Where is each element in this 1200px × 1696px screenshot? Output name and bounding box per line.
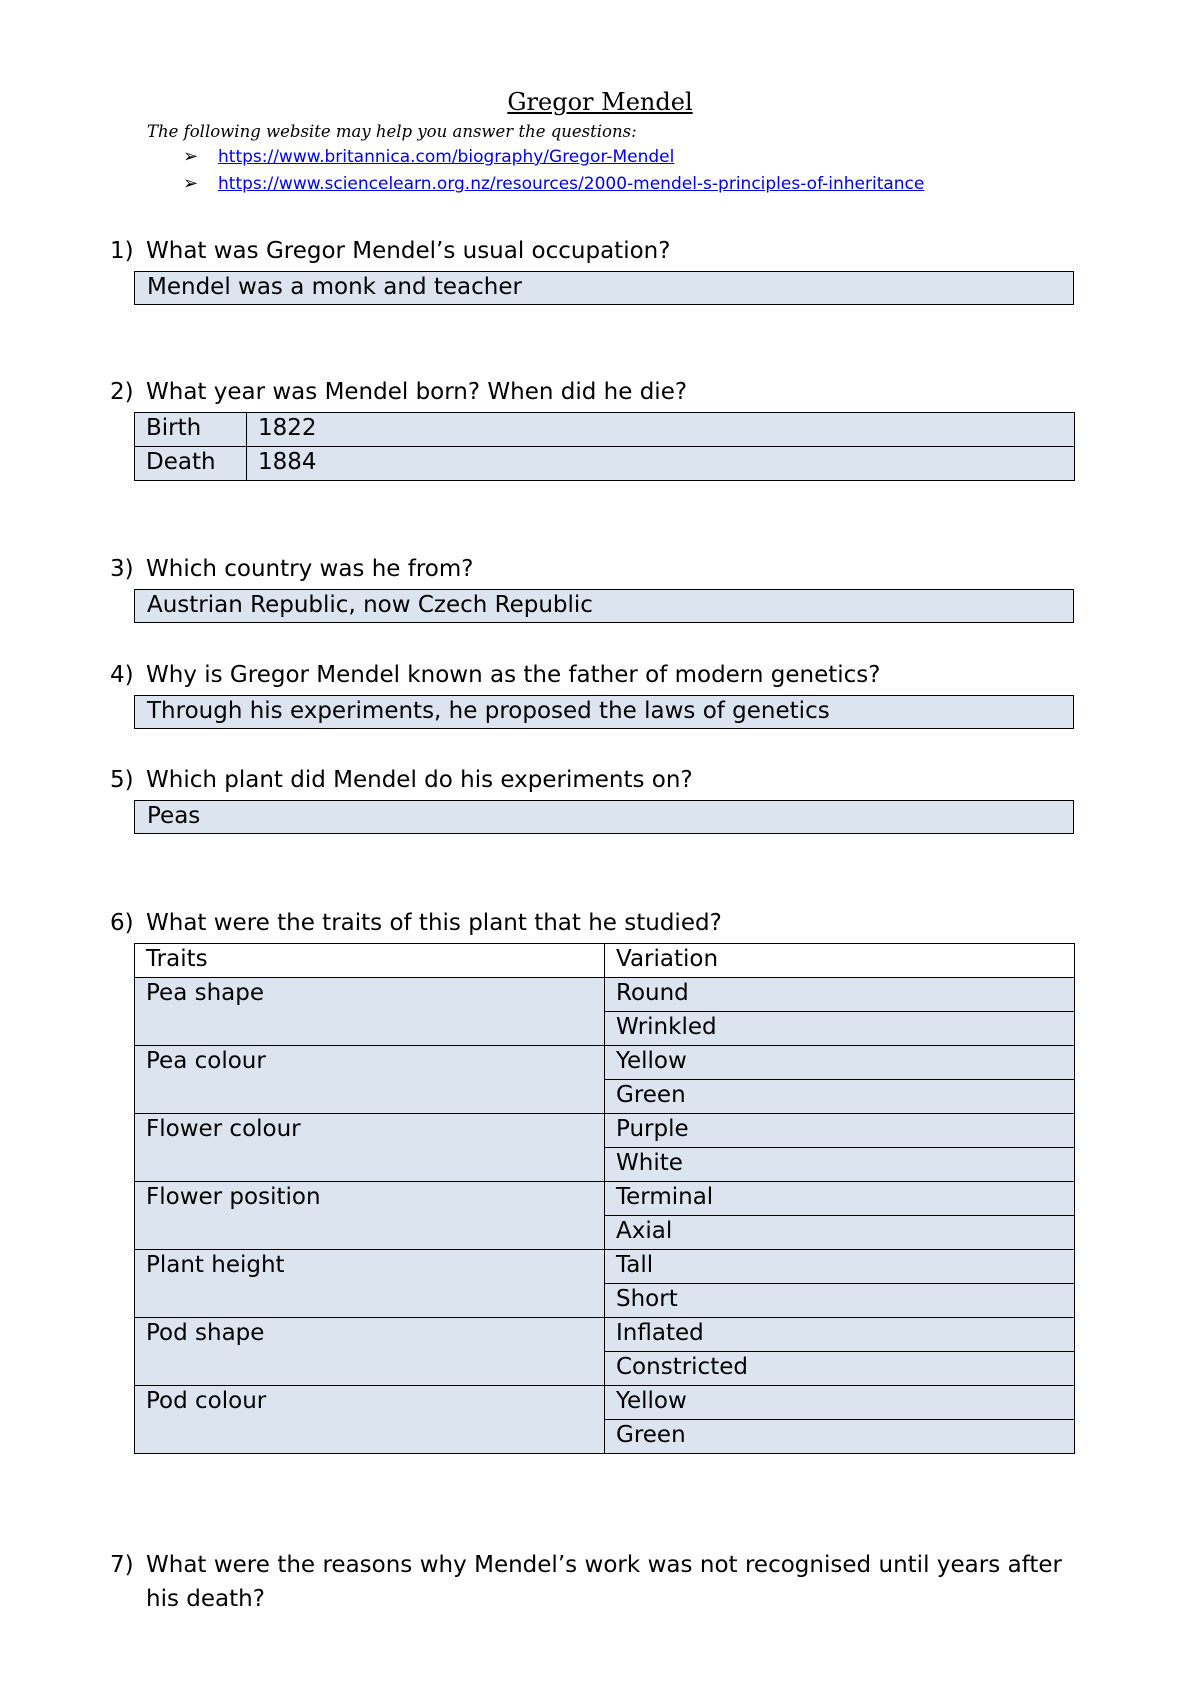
question-text: What were the reasons why Mendel’s work was not recognised until years after his death? <box>146 1552 1062 1612</box>
link-item-britannica <box>183 146 674 167</box>
intro-text: The following website may help you answer the questions: <box>147 122 637 141</box>
answer-box-4[interactable]: Through his experiments, he proposed the laws of genetics <box>134 695 1074 729</box>
variation-cell[interactable]: Yellow <box>605 1046 1075 1080</box>
table-row <box>135 978 1075 1012</box>
answer-box-1[interactable]: Mendel was a monk and teacher <box>134 271 1074 305</box>
arrow-bullet-icon: ➢ <box>183 146 199 167</box>
birth-label: Birth <box>135 413 247 447</box>
table-row <box>135 447 1075 481</box>
variation-cell[interactable]: Wrinkled <box>605 1012 1075 1046</box>
table-row <box>135 1318 1075 1352</box>
question-text: Why is Gregor Mendel known as the father of modern genetics? <box>146 662 881 688</box>
question-text: Which plant did Mendel do his experiments on? <box>146 767 693 793</box>
question-6 <box>110 910 722 936</box>
question-number: 7) <box>110 1552 134 1578</box>
sciencelearn-link[interactable]: https://www.sciencelearn.org.nz/resources/2000-mendel-s-principles-of-inheritance <box>218 174 925 194</box>
variation-cell[interactable]: Terminal <box>605 1182 1075 1216</box>
arrow-bullet-icon: ➢ <box>183 173 199 194</box>
variation-cell[interactable]: White <box>605 1148 1075 1182</box>
birth-death-table <box>134 412 1075 481</box>
traits-table <box>134 943 1075 1454</box>
trait-cell: Pod colour <box>135 1386 605 1454</box>
question-number: 1) <box>110 238 134 264</box>
question-text: Which country was he from? <box>146 556 474 582</box>
birth-value[interactable]: 1822 <box>247 413 1075 447</box>
question-number: 6) <box>110 910 134 936</box>
question-2 <box>110 379 687 405</box>
variation-cell[interactable]: Tall <box>605 1250 1075 1284</box>
table-row <box>135 1046 1075 1080</box>
table-row <box>135 413 1075 447</box>
page-title: Gregor Mendel <box>507 88 693 116</box>
question-text: What were the traits of this plant that he studied? <box>146 910 722 936</box>
table-header-row <box>135 944 1075 978</box>
answer-box-3[interactable]: Austrian Republic, now Czech Republic <box>134 589 1074 623</box>
trait-cell: Plant height <box>135 1250 605 1318</box>
variation-cell[interactable]: Inflated <box>605 1318 1075 1352</box>
question-number: 5) <box>110 767 134 793</box>
question-4 <box>110 662 881 688</box>
question-1 <box>110 238 670 264</box>
question-number: 4) <box>110 662 134 688</box>
table-row <box>135 1182 1075 1216</box>
question-7 <box>110 1548 1062 1616</box>
variation-cell[interactable]: Constricted <box>605 1352 1075 1386</box>
trait-cell: Pea colour <box>135 1046 605 1114</box>
table-row <box>135 1250 1075 1284</box>
question-5 <box>110 767 693 793</box>
variation-cell[interactable]: Round <box>605 978 1075 1012</box>
trait-cell: Pea shape <box>135 978 605 1046</box>
table-row <box>135 1114 1075 1148</box>
britannica-link[interactable]: https://www.britannica.com/biography/Gregor-Mendel <box>218 147 675 167</box>
traits-header: Traits <box>135 944 605 978</box>
variation-cell[interactable]: Green <box>605 1080 1075 1114</box>
question-3 <box>110 556 473 582</box>
table-row <box>135 1386 1075 1420</box>
variation-cell[interactable]: Purple <box>605 1114 1075 1148</box>
variation-cell[interactable]: Axial <box>605 1216 1075 1250</box>
death-label: Death <box>135 447 247 481</box>
question-number: 2) <box>110 379 134 405</box>
variation-cell[interactable]: Short <box>605 1284 1075 1318</box>
variation-cell[interactable]: Yellow <box>605 1386 1075 1420</box>
variation-cell[interactable]: Green <box>605 1420 1075 1454</box>
trait-cell: Flower position <box>135 1182 605 1250</box>
question-text: What year was Mendel born? When did he die? <box>146 379 688 405</box>
question-text: What was Gregor Mendel’s usual occupation? <box>146 238 671 264</box>
trait-cell: Flower colour <box>135 1114 605 1182</box>
question-number: 3) <box>110 556 134 582</box>
answer-box-5[interactable]: Peas <box>134 800 1074 834</box>
variation-header: Variation <box>605 944 1075 978</box>
trait-cell: Pod shape <box>135 1318 605 1386</box>
link-item-sciencelearn <box>183 173 924 194</box>
death-value[interactable]: 1884 <box>247 447 1075 481</box>
